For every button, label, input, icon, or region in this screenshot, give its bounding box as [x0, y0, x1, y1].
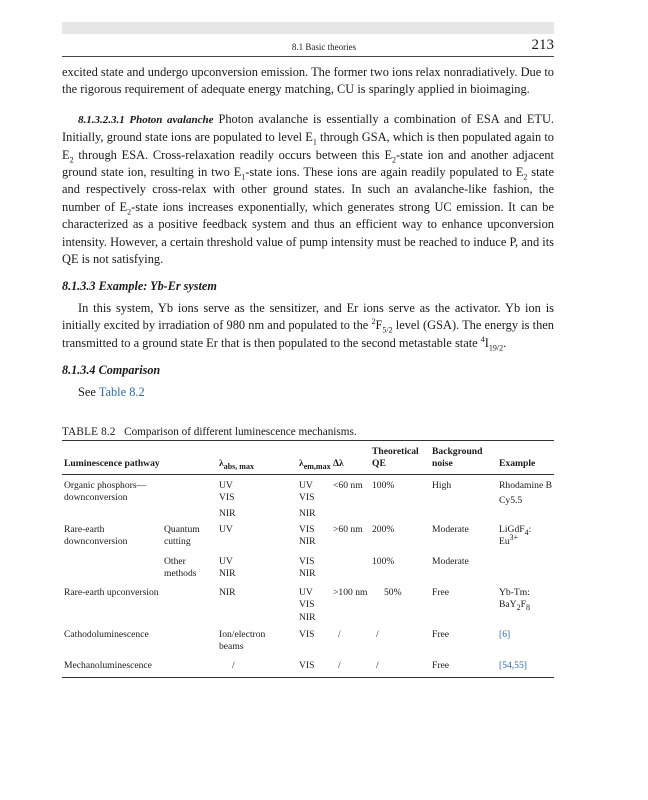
rare-up-bg: Free: [432, 587, 450, 598]
header-theoretical-qe: Theoretical QE: [372, 446, 419, 470]
table-bottom-rule: [62, 677, 554, 678]
rare-down-pathway: Rare-earth downconversion: [64, 524, 128, 548]
organic-bg: High: [432, 480, 452, 491]
table-label: TABLE 8.2: [62, 426, 116, 438]
table-caption-text: Comparison of different luminescence mechanisms.: [124, 426, 357, 438]
example-paragraph: In this system, Yb ions serve as the sensitizer, and Er ions serve as the activator. Yb ion is initially excited by irradiation of 980 nm and populated to the $^2F_{5/2}$ level (GSA). The energy is then transmitted to a ground state Er that is then populated to the second metastable state $^4I_{19/2}$.: [62, 300, 554, 353]
header-bar: [62, 22, 554, 34]
header-pathway: Luminescence pathway: [64, 458, 160, 469]
header-example: Example: [499, 458, 536, 469]
cathodo-pathway: Cathodoluminescence: [64, 629, 149, 640]
header-rule: [62, 56, 554, 57]
rare-down-bg: Moderate: [432, 524, 469, 535]
rare-up-qe: 50%: [384, 587, 402, 598]
cathodo-bg: Free: [432, 629, 450, 640]
other-qe: 100%: [372, 556, 395, 567]
rare-up-example: Yb-Tm: $BaY_2F_8$: [499, 587, 530, 613]
comparison-heading: 8.1.3.4 Comparison: [62, 363, 161, 378]
header-abs-max: $\lambda_{abs, max}$: [219, 458, 254, 471]
rare-down-example: LiGdF$_4$: $Eu^{3+}$: [499, 524, 532, 548]
mechano-reference[interactable]: [54,55]: [499, 660, 527, 671]
cathodo-abs: Ion/electron beams: [219, 629, 266, 653]
intro-paragraph: excited state and undergo upconversion emission. The former two ions relax nonradiatively. Due to the rigorous requirement of adequate energy matching, CU is sparingly applied in bioimaging.: [62, 65, 554, 97]
example-heading: 8.1.3.3 Example: Yb-Er system: [62, 279, 217, 294]
organic-qe: 100%: [372, 480, 395, 491]
organic-abs: UV VIS NIR: [219, 480, 236, 519]
quantum-cutting-label: Quantum cutting: [164, 524, 200, 548]
rare-down-qe: 200%: [372, 524, 395, 535]
mechano-qe: /: [376, 660, 379, 671]
comparison-paragraph: See Table 8.2: [78, 384, 145, 399]
table-link[interactable]: Table 8.2: [98, 384, 145, 399]
photon-avalanche-heading: 8.1.3.2.3.1 Photon avalanche: [78, 113, 214, 126]
mechano-pathway: Mechanoluminescence: [64, 660, 152, 671]
organic-pathway: Organic phosphors—downconversion: [64, 480, 147, 504]
other-em: VIS NIR: [299, 556, 316, 580]
rare-down-delta: >60 nm: [333, 524, 363, 535]
mechano-bg: Free: [432, 660, 450, 671]
rare-up-delta: >100 nm: [333, 587, 368, 598]
comparison-table: [62, 440, 554, 680]
body-text: [62, 64, 554, 401]
other-abs: UV NIR: [219, 556, 236, 580]
cathodo-qe: /: [376, 629, 379, 640]
rare-down-em: VIS NIR: [299, 524, 316, 548]
mechano-abs: /: [232, 660, 235, 671]
cathodo-reference[interactable]: [6]: [499, 629, 511, 640]
rare-down-abs: UV: [219, 524, 233, 535]
header-em-max: $\lambda_{em,max}$: [299, 458, 331, 471]
table-caption: [62, 426, 357, 438]
mechano-delta: /: [338, 660, 341, 671]
organic-em: UV VIS NIR: [299, 480, 316, 519]
table-header-rule: [62, 474, 554, 475]
table-top-rule: [62, 440, 554, 441]
header-delta-lambda: Δλ: [333, 458, 344, 469]
organic-delta: <60 nm: [333, 480, 363, 491]
rare-up-abs: NIR: [219, 587, 236, 598]
other-bg: Moderate: [432, 556, 469, 567]
mechano-em: VIS: [299, 660, 315, 671]
organic-example: Rhodamine B Cy5.5: [499, 480, 553, 507]
header-background-noise: Background noise: [432, 446, 483, 470]
running-title: 8.1 Basic theories: [291, 42, 357, 52]
rare-up-em: UV VIS NIR: [299, 587, 316, 623]
rare-up-pathway: Rare-earth upconversion: [64, 587, 159, 598]
page-number: 213: [531, 37, 554, 53]
other-methods-label: Other methods: [164, 556, 197, 580]
cathodo-em: VIS: [299, 629, 315, 640]
photon-avalanche-paragraph: 8.1.3.2.3.1 Photon avalanche Photon avalanche is essentially a combination of ESA and ETU. Initially, ground state ions are populated to level $E_1$ through GSA, which is then populated again to $E_2$ through ESA. Cross-relaxation readily occurs between this $E_2$-state ion and another adjacent ground state ion, resulting in two $E_1$-state ions. These ions are again readily populated to $E_2$ state and respectively cross-relax with other ground states. In such an avalanche-like fashion, the number of $E_2$-state ions increases exponentially, which generates strong UC emission. It can be characterized as a positive feedback system and thus an efficient way to enhance upconversion intensity. However, a certain threshold value of pump intensity must be reached to induce P, and its QE is not satisfying.: [62, 111, 555, 267]
cathodo-delta: /: [338, 629, 341, 640]
